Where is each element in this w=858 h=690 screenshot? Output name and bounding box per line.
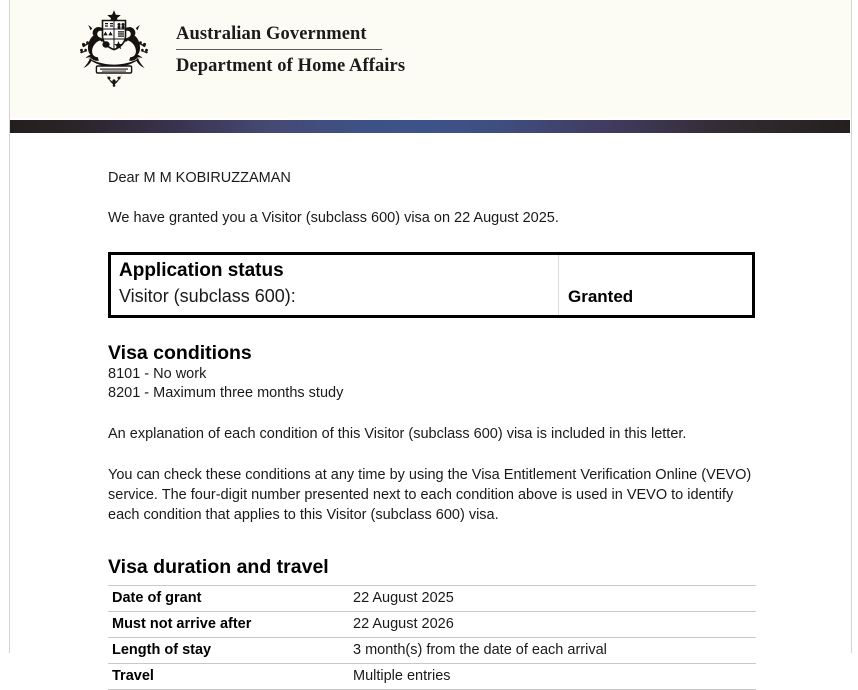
status-box-cell-divider: [558, 255, 559, 315]
application-status-row: [111, 283, 752, 310]
table-row: [108, 612, 756, 638]
row-value: Multiple entries: [349, 664, 756, 690]
masthead-divider: [176, 49, 382, 50]
masthead: [10, 0, 851, 118]
page-border-right: [851, 0, 852, 653]
application-status-label: Visitor (subclass 600):: [119, 286, 296, 306]
application-status-heading: Application status: [119, 260, 284, 281]
row-label: Must not arrive after: [108, 612, 349, 638]
row-value: 3 month(s) from the date of each arrival: [349, 638, 756, 664]
australian-government-text: Australian Government: [176, 24, 367, 44]
conditions-explanation-paragraph: An explanation of each condition of this Visitor (subclass 600) visa is included in this letter.: [108, 426, 687, 442]
masthead-wordmark: [176, 22, 406, 78]
australian-commonwealth-coat-of-arms-icon: [58, 8, 170, 92]
visa-conditions-heading: Visa conditions: [108, 342, 252, 364]
greeting-text: Dear M M KOBIRUZZAMAN: [108, 170, 291, 186]
intro-paragraph: We have granted you a Visitor (subclass 600) visa on 22 August 2025.: [108, 210, 559, 226]
table-row: [108, 638, 756, 664]
visa-condition-item: 8101 - No work: [108, 366, 207, 382]
department-of-home-affairs-text: Department of Home Affairs: [176, 56, 406, 76]
table-row: [108, 664, 756, 690]
row-label: Travel: [108, 664, 349, 690]
row-value: 22 August 2025: [349, 586, 756, 612]
application-status-box: [108, 252, 755, 318]
visa-duration-table: [108, 585, 756, 690]
brand-gradient-band: [10, 120, 850, 133]
application-status-value: Granted: [568, 287, 634, 306]
vevo-paragraph: You can check these conditions at any time by using the Visa Entitlement Verification Online (VEVO) service. The four-digit number presented next to each condition above is used in VEVO to identify each condition that applies to this Visitor (subclass 600) visa.: [108, 467, 752, 523]
letter-content: [108, 150, 808, 690]
row-label: Length of stay: [108, 638, 349, 664]
row-label: Date of grant: [108, 586, 349, 612]
visa-condition-item: 8201 - Maximum three months study: [108, 385, 344, 401]
row-value: 22 August 2026: [349, 612, 756, 638]
table-row: [108, 586, 756, 612]
visa-duration-heading: Visa duration and travel: [108, 556, 329, 578]
